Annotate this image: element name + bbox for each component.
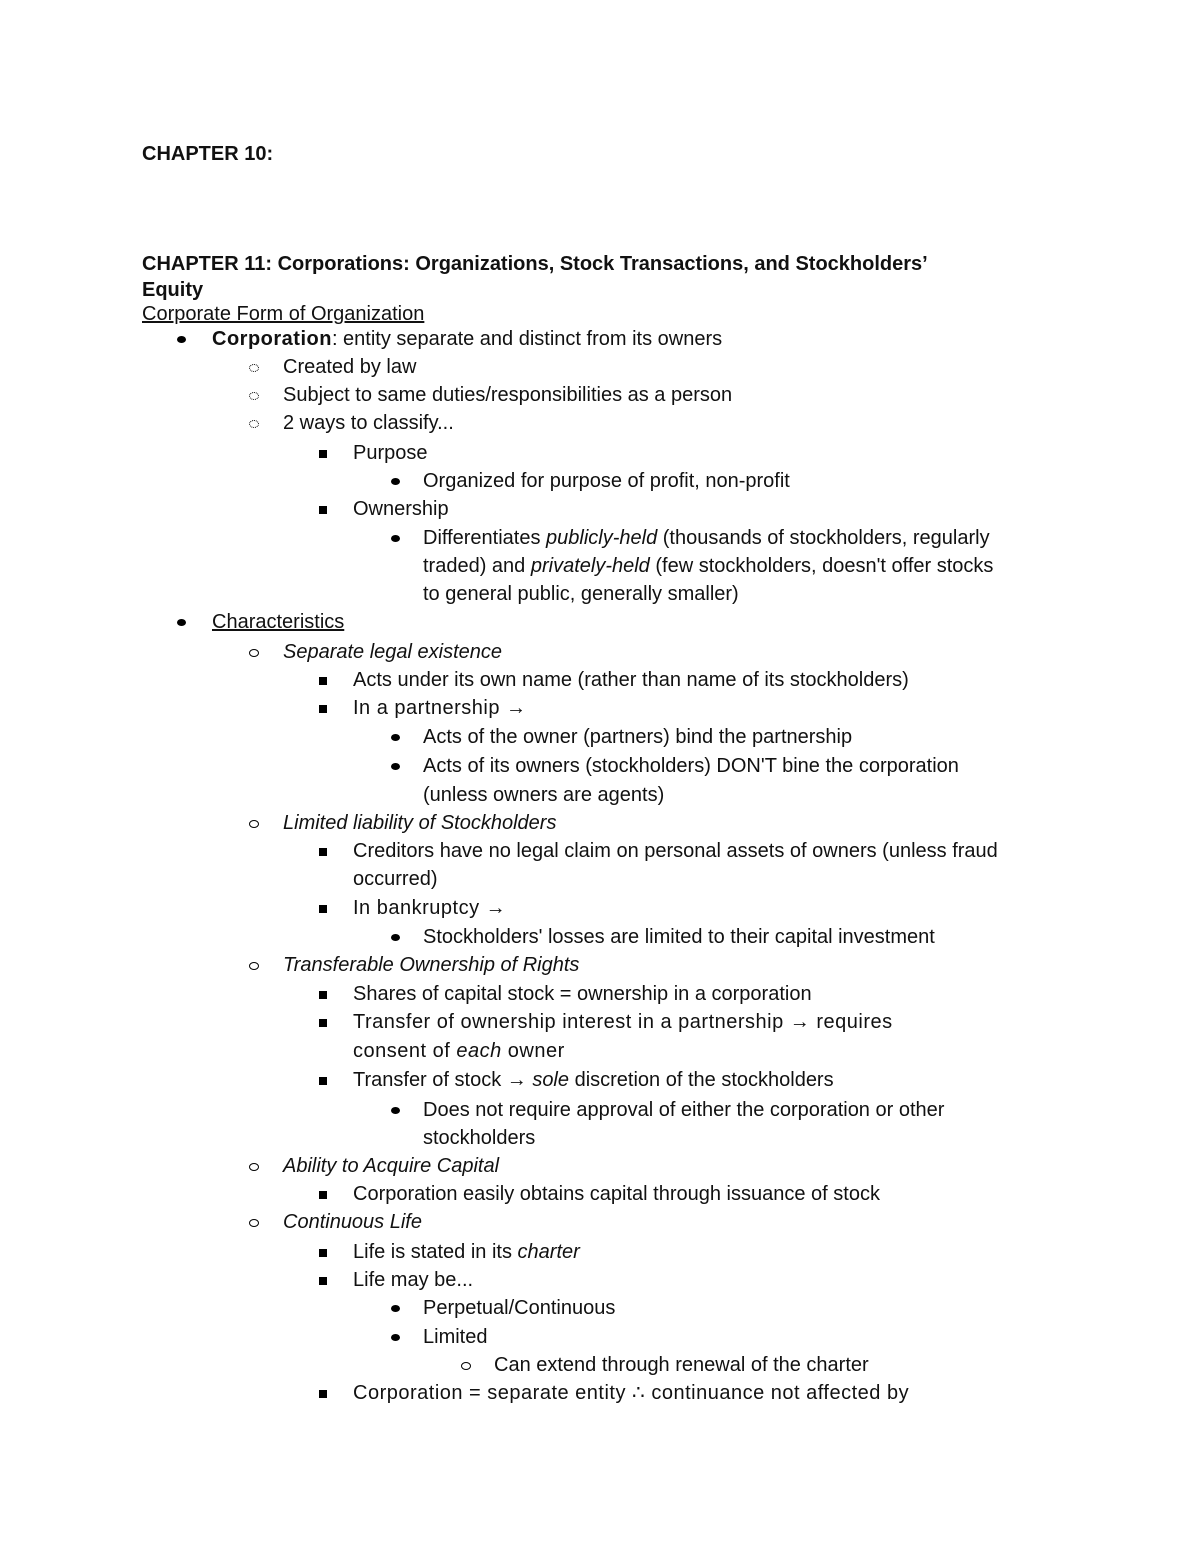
list-item: Continuous Life: [283, 1211, 422, 1233]
list-item: In a partnership →: [353, 697, 527, 719]
bullet-icon: [240, 1152, 268, 1180]
list-item: Differentiates publicly-held (thousands of stockholders, regularly: [423, 527, 990, 549]
bullet-icon: [381, 1323, 409, 1351]
list-item: 2 ways to classify...: [283, 412, 454, 434]
list-item: Limited liability of Stockholders: [283, 812, 557, 834]
section-heading: Corporate Form of Organization: [142, 303, 425, 325]
list-item-cont: stockholders: [423, 1127, 536, 1149]
list-item: Created by law: [283, 356, 417, 378]
bullet-icon: [240, 951, 268, 979]
list-item: Limited: [423, 1326, 488, 1348]
bullet-icon: [309, 837, 337, 865]
list-item: Acts of the owner (partners) bind the partnership: [423, 726, 853, 748]
bullet-icon: [240, 409, 268, 437]
list-item: Separate legal existence: [283, 641, 503, 663]
list-item: Can extend through renewal of the charter: [494, 1354, 869, 1376]
bullet-icon: [309, 495, 337, 523]
list-item: Corporation = separate entity ∴ continuance not affected by: [353, 1382, 910, 1404]
list-item: Creditors have no legal claim on personal assets of owners (unless fraud: [353, 840, 998, 862]
list-item: Perpetual/Continuous: [423, 1297, 616, 1319]
list-item: Acts under its own name (rather than name of its stockholders): [353, 669, 909, 691]
bullet-icon: [309, 1180, 337, 1208]
bullet-icon: [240, 1208, 268, 1236]
bullet-icon: [381, 752, 409, 780]
bullet-icon: [240, 381, 268, 409]
bullet-icon: [309, 694, 337, 722]
list-item: Corporation: entity separate and distinct from its owners: [212, 328, 723, 350]
bullet-icon: [381, 1294, 409, 1322]
list-item-cont: (unless owners are agents): [423, 784, 665, 806]
bullet-icon: [309, 439, 337, 467]
bullet-icon: [240, 809, 268, 837]
list-item: Ownership: [353, 498, 449, 520]
characteristics-heading: Characteristics: [212, 611, 345, 633]
bullet-icon: [381, 723, 409, 751]
list-item: Ability to Acquire Capital: [283, 1155, 500, 1177]
list-item: Corporation easily obtains capital through issuance of stock: [353, 1183, 880, 1205]
list-item: Purpose: [353, 442, 428, 464]
list-item: Stockholders' losses are limited to their capital investment: [423, 926, 935, 948]
bullet-icon: [381, 524, 409, 552]
list-item: Shares of capital stock = ownership in a corporation: [353, 983, 812, 1005]
list-item: Life is stated in its charter: [353, 1241, 580, 1263]
bullet-icon: [240, 638, 268, 666]
bullet-icon: [309, 1238, 337, 1266]
bullet-icon: [167, 608, 195, 636]
list-item: Subject to same duties/responsibilities as a person: [283, 384, 733, 406]
bullet-icon: [381, 923, 409, 951]
bullet-icon: [240, 353, 268, 381]
bullet-icon: [309, 980, 337, 1008]
list-item-cont: consent of each owner: [353, 1040, 565, 1062]
list-item: Acts of its owners (stockholders) DON'T bine the corporation: [423, 755, 959, 777]
bullet-icon: [309, 1266, 337, 1294]
list-item: Organized for purpose of profit, non-profit: [423, 470, 790, 492]
bullet-icon: [309, 1066, 337, 1094]
bullet-icon: [309, 666, 337, 694]
list-item-cont: occurred): [353, 868, 438, 890]
bullet-icon: [167, 325, 195, 353]
bullet-icon: [381, 1096, 409, 1124]
list-item-cont: traded) and privately-held (few stockholders, doesn't offer stocks: [423, 555, 994, 577]
chapter-10-title: CHAPTER 10:: [142, 143, 274, 165]
list-item-cont: to general public, generally smaller): [423, 583, 739, 605]
list-item: Transfer of stock → sole discretion of the stockholders: [353, 1069, 834, 1091]
bullet-icon: [381, 467, 409, 495]
list-item: Does not require approval of either the corporation or other: [423, 1099, 945, 1121]
list-item: Transfer of ownership interest in a partnership → requires: [353, 1011, 893, 1033]
bullet-icon: [309, 1379, 337, 1407]
chapter-11-title-cont: Equity: [142, 279, 204, 301]
chapter-11-title: CHAPTER 11: Corporations: Organizations, Stock Transactions, and Stockholders’: [142, 253, 928, 275]
list-item: In bankruptcy →: [353, 897, 507, 919]
bullet-icon: [309, 1008, 337, 1036]
bullet-icon: [452, 1351, 480, 1379]
list-item: Life may be...: [353, 1269, 474, 1291]
bullet-icon: [309, 894, 337, 922]
list-item: Transferable Ownership of Rights: [283, 954, 580, 976]
